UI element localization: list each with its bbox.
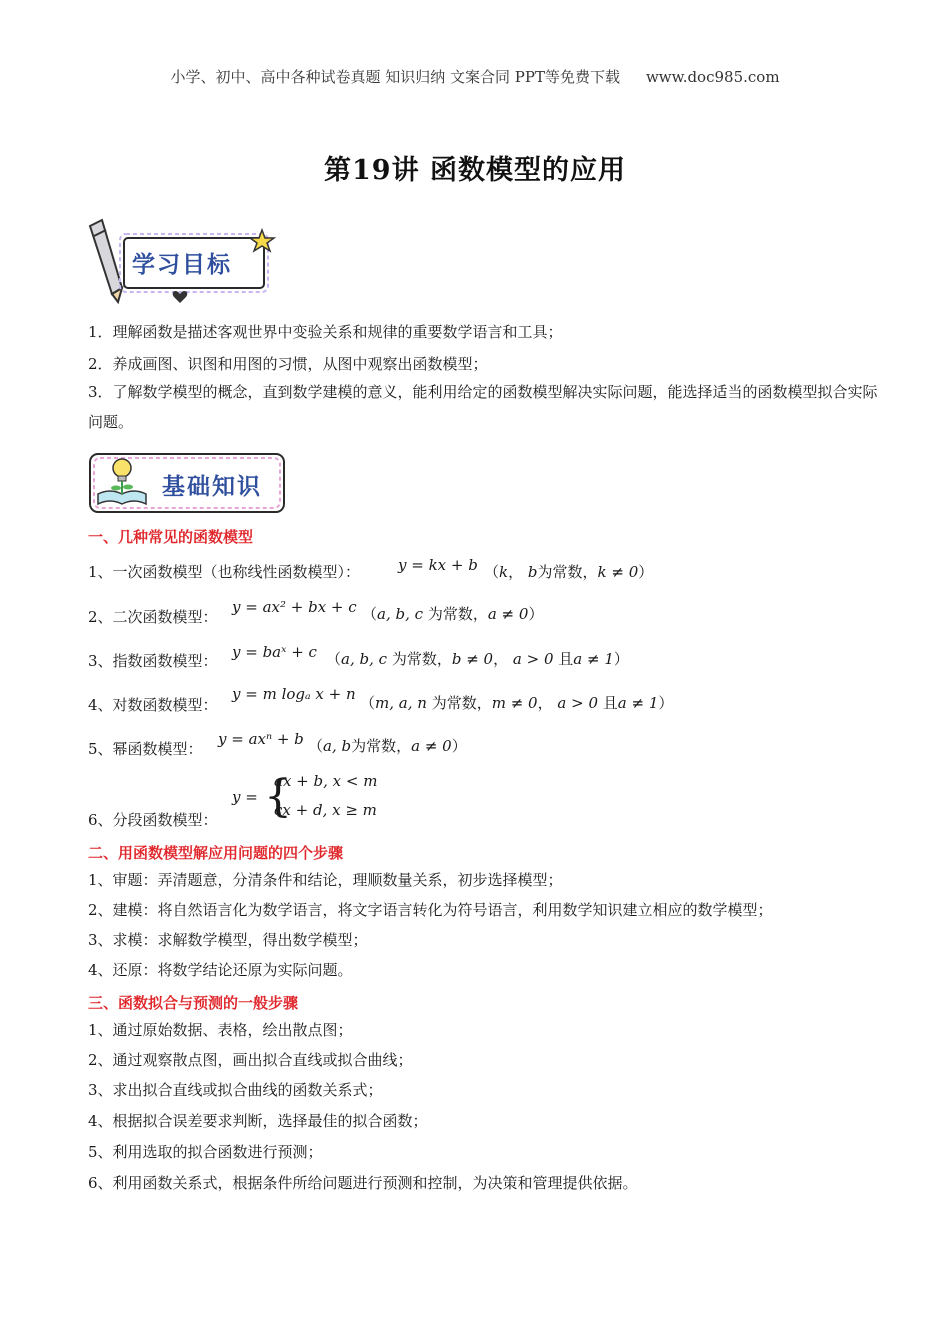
- model-power: 5、幂函数模型：: [88, 740, 203, 758]
- fit-step-1: 1、通过原始数据、表格，绘出散点图；: [88, 1021, 353, 1039]
- step-2: 2、建模：将自然语言化为数学语言，将文字语言转化为符号语言，利用数学知识建立相应的数学模型；: [88, 901, 773, 919]
- basic-knowledge-label: 基础知识: [162, 474, 262, 500]
- condition-exponential: （a, b, c 为常数，b ≠ 0， a > 0 且a ≠ 1）: [326, 650, 629, 668]
- study-goals-banner: [84, 216, 284, 306]
- section1-heading: 一、几种常见的函数模型: [88, 528, 254, 546]
- model-logarithmic: 4、对数函数模型：: [88, 696, 218, 714]
- formula-linear: y = kx + b: [398, 556, 478, 574]
- model-quadratic: 2、二次函数模型：: [88, 608, 218, 626]
- section2-heading: 二、用函数模型解应用问题的四个步骤: [88, 844, 344, 862]
- basic-knowledge-banner: [88, 450, 288, 516]
- model-exponential: 3、指数函数模型：: [88, 652, 218, 670]
- page-header: [0, 66, 950, 87]
- formula-power: y = axⁿ + b: [218, 730, 304, 748]
- formula-piecewise: y = { ax + b, x < m cx + d, x ≥ m: [232, 771, 378, 822]
- page-title: 第19讲 函数模型的应用: [324, 155, 626, 186]
- fit-step-3: 3、求出拟合直线或拟合曲线的函数关系式；: [88, 1081, 383, 1099]
- goal-1: 1．理解函数是描述客观世界中变验关系和规律的重要数学语言和工具；: [88, 323, 563, 341]
- formula-quadratic: y = ax² + bx + c: [232, 598, 357, 616]
- formula-exponential: y = baˣ + c: [232, 643, 317, 661]
- model-linear: 1、一次函数模型（也称线性函数模型）：: [88, 563, 361, 581]
- fit-step-6: 6、利用函数关系式，根据条件所给问题进行预测和控制，为决策和管理提供依据。: [88, 1174, 638, 1192]
- condition-logarithmic: （m, a, n 为常数，m ≠ 0， a > 0 且a ≠ 1）: [360, 694, 674, 712]
- fit-step-4: 4、根据拟合误差要求判断，选择最佳的拟合函数；: [88, 1112, 428, 1130]
- model-piecewise: 6、分段函数模型：: [88, 811, 218, 829]
- goal-3: 3．了解数学模型的概念，直到数学建模的意义，能利用给定的函数模型解决实际问题，能选择适当的函数模型拟合实际问题。: [88, 383, 878, 431]
- step-4: 4、还原：将数学结论还原为实际问题。: [88, 961, 353, 979]
- study-goals-label: 学习目标: [132, 252, 232, 278]
- condition-power: （a, b为常数，a ≠ 0）: [308, 737, 467, 755]
- fit-step-2: 2、通过观察散点图，画出拟合直线或拟合曲线；: [88, 1051, 413, 1069]
- step-3: 3、求模：求解数学模型，得出数学模型；: [88, 931, 368, 949]
- header-text: 小学、初中、高中各种试卷真题 知识归纳 文案合同 PPT等免费下载: [170, 68, 620, 86]
- condition-quadratic: （a, b, c 为常数，a ≠ 0）: [362, 605, 544, 623]
- condition-linear: （k， b为常数，k ≠ 0）: [484, 563, 654, 581]
- fit-step-5: 5、利用选取的拟合函数进行预测；: [88, 1143, 323, 1161]
- section3-heading: 三、函数拟合与预测的一般步骤: [88, 994, 299, 1012]
- goal-2: 2．养成画图、识图和用图的习惯，从图中观察出函数模型；: [88, 355, 488, 373]
- step-1: 1、审题：弄清题意，分清条件和结论，理顺数量关系，初步选择模型；: [88, 871, 563, 889]
- formula-logarithmic: y = m logₐ x + n: [232, 685, 356, 703]
- header-url[interactable]: www.doc985.com: [645, 68, 780, 86]
- pencil-icon: [90, 220, 122, 302]
